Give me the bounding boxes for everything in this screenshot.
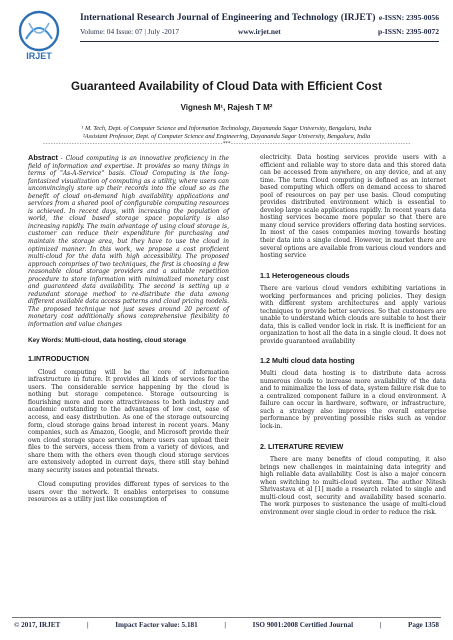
left-column	[28, 154, 229, 511]
page-footer	[14, 621, 439, 629]
journal-header	[0, 0, 453, 66]
intro-paragraph-2: Cloud computing provides different types of services to the users over the network. It enables enterprises to consume resources as a utility just like consumption of	[28, 481, 229, 504]
logo-text: IRJET	[26, 51, 52, 61]
footer-page-number: Page 1358	[407, 621, 439, 629]
footer-divider	[12, 617, 441, 618]
paper-title: Guaranteed Availability of Cloud Data with Efficient Cost	[71, 80, 382, 93]
footer-separator: |	[86, 621, 89, 629]
abstract	[28, 154, 229, 329]
multi-cloud-paragraph: Multi cloud data hosting is to distribute data across numerous clouds to increase more availability of the data and to minimalize the loss of data, system failure risk due to a centralized component failure in a cloud environment. A failure can occur in hardware, software, or infrastructure, such a strategy also improves the overall enterprise performance by preventing possible risks such as vendor lock-in.	[260, 370, 446, 430]
heading-introduction: 1.INTRODUCTION	[28, 354, 90, 364]
footer-separator: |	[379, 621, 382, 629]
eissn: e-ISSN: 2395-0056	[378, 13, 439, 22]
intro-paragraph-1: Cloud computing will be the core of information infrastructure in future. It provides all kinds of services for the users. The considerable service happening by the cloud is nothing but storage competence. Storage outsourcing is flourishing more and more attractiveness to both industry and academic outstanding to the advantages of low cost, ease of access, and easy distribution. As one of the storage outsourcing form, cloud storage gains broad interest in recent years. Many companies, such as Amazon, Google, and Microsoft provide their own cloud storage space services, where users can upload their files to the servers, access them from a variety of devices, and share them with the others even though cloud storage services are extensively adopted in current days, there still stay behind many security issues and potential threats.	[28, 368, 229, 474]
header-divider	[80, 41, 439, 42]
paper-authors: Vignesh M¹, Rajesh T M²	[180, 103, 273, 112]
volume-issue: Volume: 04 Issue: 07 | July -2017	[80, 27, 180, 36]
journal-title: International Research Journal of Engineering and Technology (IRJET)	[80, 12, 376, 23]
affiliation-2: ²Assistant Professor, Dept. of Computer Science and Engineering, Dayananda Sagar University, Bengaluru, India	[82, 133, 371, 140]
abstract-text: - Cloud computing is an innovative proficiency in the field of information and expertise. It provides so many things in terms of "As-A-Service" basis. Cloud Computing is the long-fantasized visualization of computing as a utility, where users can unconvincingly store up their records into the cloud so as the benefit of cloud on-demand high availability applications and services from a shared pool of configurable computing resources is achieved. In recent days, with increasing the population of world, the cloud based storage space popularity is also increasing rapidly. The main advantage of using cloud storage is, customer can reduce their expenditure for purchasing and maintain the storage area, but they have to use the cloud in optimized manner. In this work, we propose a cost proficient multi-cloud for the data with high accessibility. The proposed approach comprises of two techniques, the first is choosing a few reasonable cloud storage providers and a suitable repetition procedure to store information with minimalized monetary cost and guaranteed data availability. The second is setting up a redundant storage method to re-distribute the data among different available data access patterns and cloud pricing models. The proposed technique not just saves around 20 percent of monetary cost additionally shows comprehensive flexibility to information and value changes	[28, 155, 229, 329]
footer-impact-factor: Impact Factor value: 5.181	[115, 621, 198, 629]
journal-website-link[interactable]: www.irjet.net	[238, 27, 281, 36]
intro-continued-paragraph: electricity. Data hosting services provide users with a efficient and reliable way to store data and this stored data can be accessed from anywhere, on any device, and at any time. The term Cloud computing is defined as an internet based computing which offers on demand access to shared pool of resources on pay per use basis. Cloud computing provides distributed environment which is essential to develop large scale applications rapidly. In recent years data hosting services became more popular so that there are many cloud service providers offering data hosting services. In most of the cases companies moving towards hosting their data into a single cloud. However, in market there are several options are available from various cloud vendors and hosting service	[260, 154, 446, 260]
abstract-label: Abstract	[28, 153, 58, 162]
heading-literature-review: 2. LITERATURE REVIEW	[260, 441, 344, 451]
keywords: Key Words: Multi-cloud, data hosting, cloud storage	[28, 336, 187, 344]
heading-heterogeneous-clouds: 1.1 Heterogeneous clouds	[260, 270, 350, 280]
heading-multi-cloud-hosting: 1.2 Multi cloud data hosting	[260, 355, 355, 365]
footer-iso: ISO 9001:2008 Certified Journal	[252, 621, 354, 629]
right-column	[260, 154, 446, 523]
pissn: p-ISSN: 2395-0072	[378, 27, 439, 36]
irjet-logo-icon	[14, 9, 64, 61]
affiliation-1: ¹ M. Tech, Dept. of Computer Science and Information Technology, Dayananda Sagar University, Bengaluru, India	[81, 125, 372, 132]
section-separator: ---------------------------------------------------------------------***---------------------------------------------------------------------	[42, 141, 411, 147]
literature-paragraph: There are many benefits of cloud computing, it also brings new challenges in maintaining data integrity and high reliable data availability. Cost is also a major concern when switching to multi-cloud system. The author Nitesh Shrivastava et al [1] made a research related to single and multi-cloud cost, security and availability based scenario. The work purposes to sustenance the usage of multi-cloud environment over single cloud in order to reduce the risk.	[260, 456, 446, 516]
heterogeneous-paragraph: There are various cloud vendors exhibiting variations in working performances and pricing policies. They design with different system architectures and apply various techniques to provide better services. So that customers are unable to understand which clouds are suitable to host their data, this is called vendor lock in risk. It is inefficient for an organization to host all the data in a single cloud. It does not provide guaranteed availability	[260, 285, 446, 346]
footer-copyright: © 2017, IRJET	[14, 621, 61, 629]
footer-separator: |	[224, 621, 226, 629]
